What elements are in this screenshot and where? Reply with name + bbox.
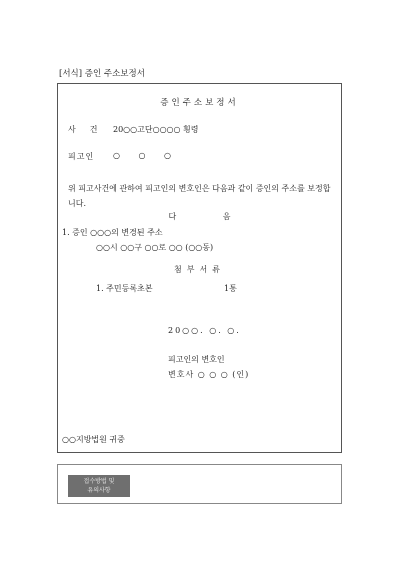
attachment-count: 1통	[224, 284, 237, 293]
signatory-label: 피고인의 변호인	[168, 355, 225, 364]
attachment-item: 1. 주민등록초본	[96, 284, 153, 293]
case-label: 사건	[68, 125, 112, 134]
filing-notes-button[interactable]	[68, 475, 130, 497]
following-heading: 다 음	[168, 212, 231, 221]
document-title: 증인주소보정서	[160, 98, 239, 108]
court-addressee: ○○지방법원 귀중	[62, 435, 125, 444]
form-label: [서식] 증인 주소보정서	[59, 69, 145, 79]
defendant-value: ○ ○ ○	[113, 151, 180, 160]
body-text: 위 피고사건에 관하여 피고인의 변호인은 다음과 같이 증인의 주소를 보정합니다.	[68, 184, 331, 208]
document-form	[57, 83, 342, 453]
notes-panel	[57, 464, 342, 504]
attachments-title: 첨부서류	[174, 265, 225, 274]
notes-button-line2: 유의사항	[87, 487, 111, 494]
item-1-address: ○○시 ○○구 ○○로 ○○ (○○동)	[96, 243, 214, 252]
item-1: 1. 증인 ○○○의 변경된 주소	[62, 228, 163, 237]
signatory-lawyer: 변호사 ○ ○ ○ (인)	[168, 370, 250, 379]
document-date: 20○○. ○. ○.	[168, 326, 241, 335]
case-value: 20○○고단○○○○ 횡령	[113, 125, 199, 134]
notes-button-line1: 접수방법 및	[83, 478, 115, 485]
defendant-label: 피고인	[68, 152, 95, 161]
